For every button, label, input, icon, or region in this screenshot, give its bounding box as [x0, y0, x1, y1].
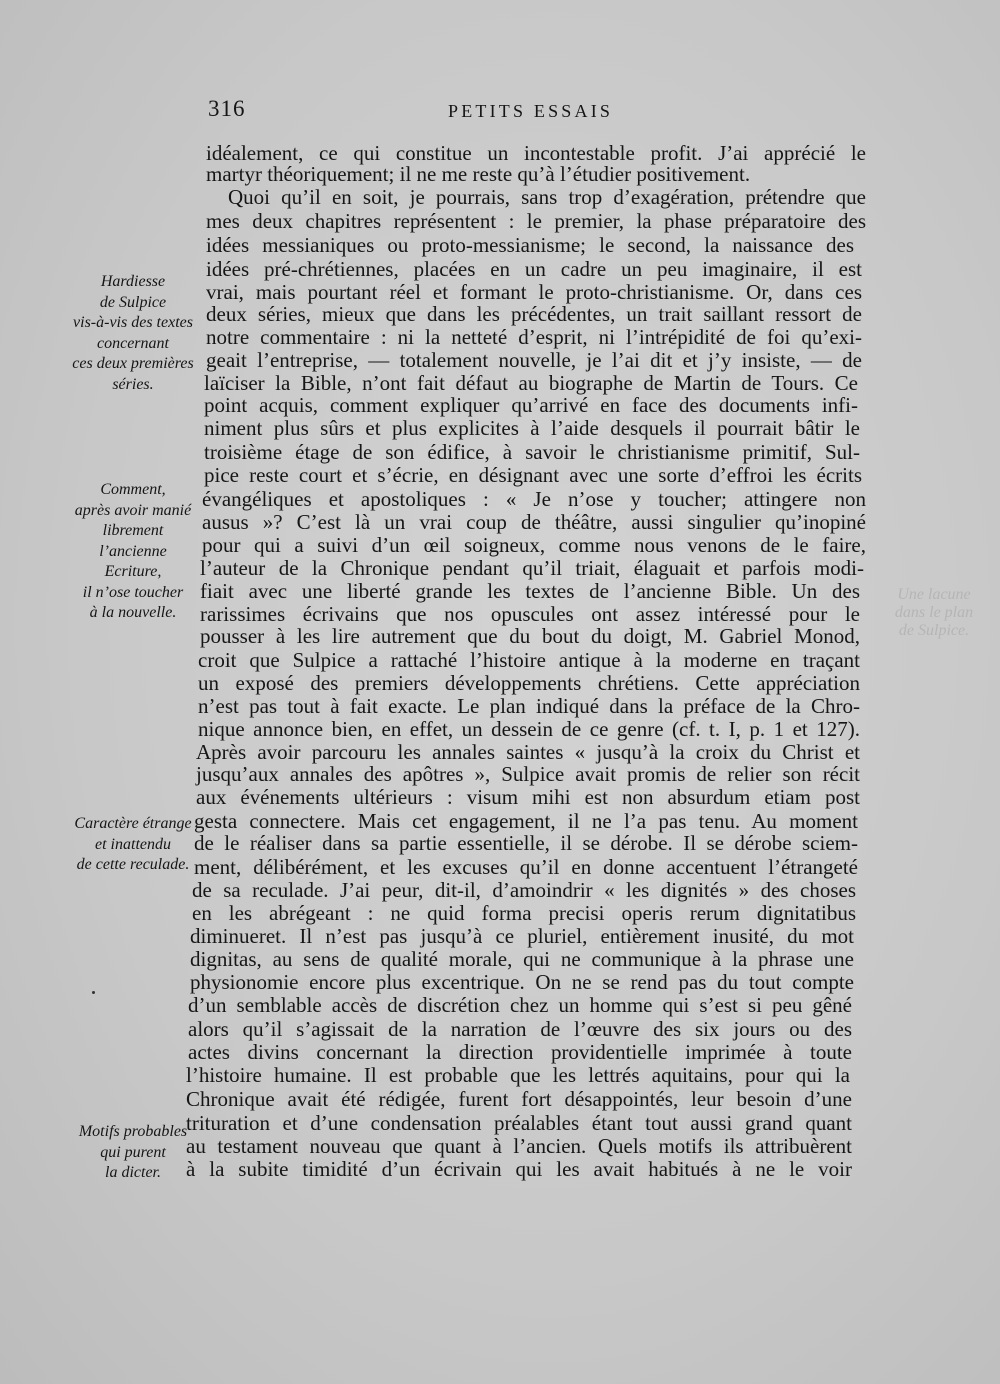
- margin-note-line: à la nouvelle.: [89, 604, 177, 621]
- body-line: niment plus sûrs et plus explicites à l’aide desquels il pourrait bâtir le: [204, 416, 860, 440]
- body-line: un exposé des premiers développements chrétiens. Cette appréciation: [198, 671, 860, 695]
- margin-note: [64, 272, 202, 395]
- body-line: trituration et d’une condensation préalables étant tout aussi grand quant: [186, 1111, 852, 1135]
- margin-note-line: Caractère étrange: [74, 815, 192, 832]
- body-line: vrai, mais pourtant réel et formant le proto-christianisme. Or, dans ces: [206, 280, 862, 304]
- body-line: martyr théoriquement; il ne me reste qu’à l’étudier positivement.: [206, 162, 751, 186]
- body-line: Chronique avait été rédigée, furent fort désappointés, leur besoin d’une: [186, 1087, 852, 1111]
- page-number: 316: [208, 96, 246, 121]
- margin-note-line: concernant: [97, 334, 169, 352]
- body-line: de sa reculade. J’ai peur, dit-il, d’amoindrir « les dignités » des choses: [192, 878, 856, 902]
- body-line: l’histoire humaine. Il est probable que les lettrés aquitains, pour qui la: [186, 1063, 850, 1087]
- body-line: pour qui a suivi d’un œil soigneux, comme nous venons de le faire,: [202, 533, 866, 557]
- body-line: l’auteur de la Chronique pendant qu’il triait, élaguait et parfois modi-: [200, 556, 864, 580]
- body-line: pice reste court et s’écrie, en désignant avec une sorte d’effroi les écrits: [204, 463, 862, 487]
- body-line: troisième étage de son édifice, à savoir le christianisme primitif, Sul-: [204, 440, 860, 464]
- margin-note: [64, 480, 202, 624]
- margin-note-line: la dicter.: [105, 1164, 161, 1181]
- margin-note: [64, 1122, 202, 1184]
- body-line: mes deux chapitres représentent : le premier, la phase préparatoire des: [206, 209, 866, 233]
- margin-note-line: il n’ose toucher: [82, 583, 184, 601]
- body-line: dignitas, au sens de qualité morale, qui ne communique à la phrase une: [190, 947, 854, 971]
- body-line: rarissimes écrivains que nos opuscules ont assez intéressé pour le: [200, 602, 860, 626]
- margin-note: [64, 814, 202, 876]
- ink-speck: [92, 991, 95, 994]
- body-line: pousser à les lire autrement que du bout du doigt, M. Gabriel Monod,: [200, 624, 860, 648]
- body-line: laïciser la Bible, n’ont fait défaut au biographe de Martin de Tours. Ce: [204, 371, 858, 395]
- margin-note-line: ces deux premières: [72, 355, 194, 372]
- body-line: idéalement, ce qui constitue un incontestable profit. J’ai apprécié le: [206, 141, 866, 165]
- body-line: geait l’entreprise, — totalement nouvelle, je l’ai dit et j’y insiste, — de: [206, 348, 862, 372]
- margin-note-line: séries.: [112, 375, 154, 393]
- body-line: gesta connectere. Mais cet engagement, il ne l’a pas tenu. Au moment: [194, 809, 858, 833]
- body-line: fiait avec une liberté grande les textes de l’ancienne Bible. Un des: [200, 579, 860, 603]
- margin-note-line: de Sulpice: [99, 293, 167, 311]
- body-line: ment, délibérément, et les excuses qu’il en donne accentuent l’étrangeté: [194, 855, 858, 879]
- margin-note-line: librement: [102, 522, 164, 539]
- body-line: actes divins concernant la direction providentielle imprimée à toute: [188, 1040, 852, 1064]
- body-line: au testament nouveau que quant à l’ancien. Quels motifs ils attribuèrent: [186, 1134, 852, 1158]
- margin-note-line: vis-à-vis des textes: [73, 314, 193, 331]
- body-line: jusqu’aux annales des apôtres », Sulpice avait promis de relier son récit: [196, 762, 860, 786]
- margin-note-line: Motifs probables: [78, 1123, 188, 1140]
- body-line: point acquis, comment expliquer qu’arrivé en face des documents infi-: [204, 393, 858, 417]
- running-title: PETITS ESSAIS: [448, 101, 614, 121]
- body-line: à la subite timidité d’un écrivain qui les avait habitués à ne le voir: [186, 1157, 852, 1181]
- body-line: diminueret. Il n’est pas jusqu’à ce pluriel, entièrement inusité, du mot: [190, 924, 854, 948]
- margin-note-line: Comment,: [100, 481, 166, 498]
- margin-note-line: et inattendu: [95, 835, 171, 853]
- body-line: idées messianiques ou proto-messianisme; le second, la naissance des: [206, 233, 854, 257]
- body-line: d’un semblable accès de discrétion chez un homme qui s’est si peu gêné: [188, 993, 852, 1017]
- body-line: notre commentaire : ni la netteté d’esprit, ni l’intrépidité de foi qu’exi-: [206, 325, 862, 349]
- margin-note-line: après avoir manié: [74, 501, 192, 519]
- margin-note-line: l’ancienne: [99, 542, 167, 560]
- body-line: alors qu’il s’agissait de la narration de l’œuvre des six jours ou des: [188, 1017, 852, 1041]
- body-line: aux événements ultérieurs : visum mihi est non absurdum etiam post: [196, 785, 860, 809]
- body-line: Quoi qu’il en soit, je pourrais, sans trop d’exagération, prétendre que: [228, 185, 866, 209]
- body-line: Après avoir parcouru les annales saintes « jusqu’à la croix du Christ et: [196, 740, 860, 764]
- margin-note-line: de cette reculade.: [76, 856, 190, 873]
- body-line: n’est pas tout à fait exacte. Le plan indiqué dans la préface de la Chro-: [198, 694, 860, 718]
- body-line: croit que Sulpice a rattaché l’histoire antique à la moderne en traçant: [198, 648, 860, 672]
- margin-note-line: Hardiesse: [100, 273, 166, 290]
- body-line: physionomie encore plus excentrique. On ne se rend pas du tout compte: [190, 970, 854, 994]
- body-line: idées pré-chrétiennes, placées en un cadre un peu imaginaire, il est: [206, 257, 862, 281]
- body-line: deux séries, mieux que dans les précédentes, un trait saillant ressort de: [206, 302, 862, 326]
- margin-note-line: Ecriture,: [104, 563, 162, 580]
- body-line: en les abrégeant : ne quid forma precisi operis rerum dignitatibus: [192, 901, 856, 925]
- body-line: ausus »? C’est là un vrai coup de théâtre, aussi singulier qu’inopiné: [202, 510, 866, 534]
- body-line: nique annonce bien, en effet, un dessein de ce genre (cf. t. I, p. 1 et 127).: [198, 717, 860, 741]
- body-line: évangéliques et apostoliques : « Je n’ose y toucher; attingere non: [202, 487, 866, 511]
- bleed-through-note: Une lacune dans le plan de Sulpice.: [894, 586, 974, 639]
- margin-note-line: qui purent: [100, 1143, 166, 1161]
- body-line: de le réaliser dans sa partie essentielle, il se dérobe. Il se dérobe sciem-: [194, 831, 858, 855]
